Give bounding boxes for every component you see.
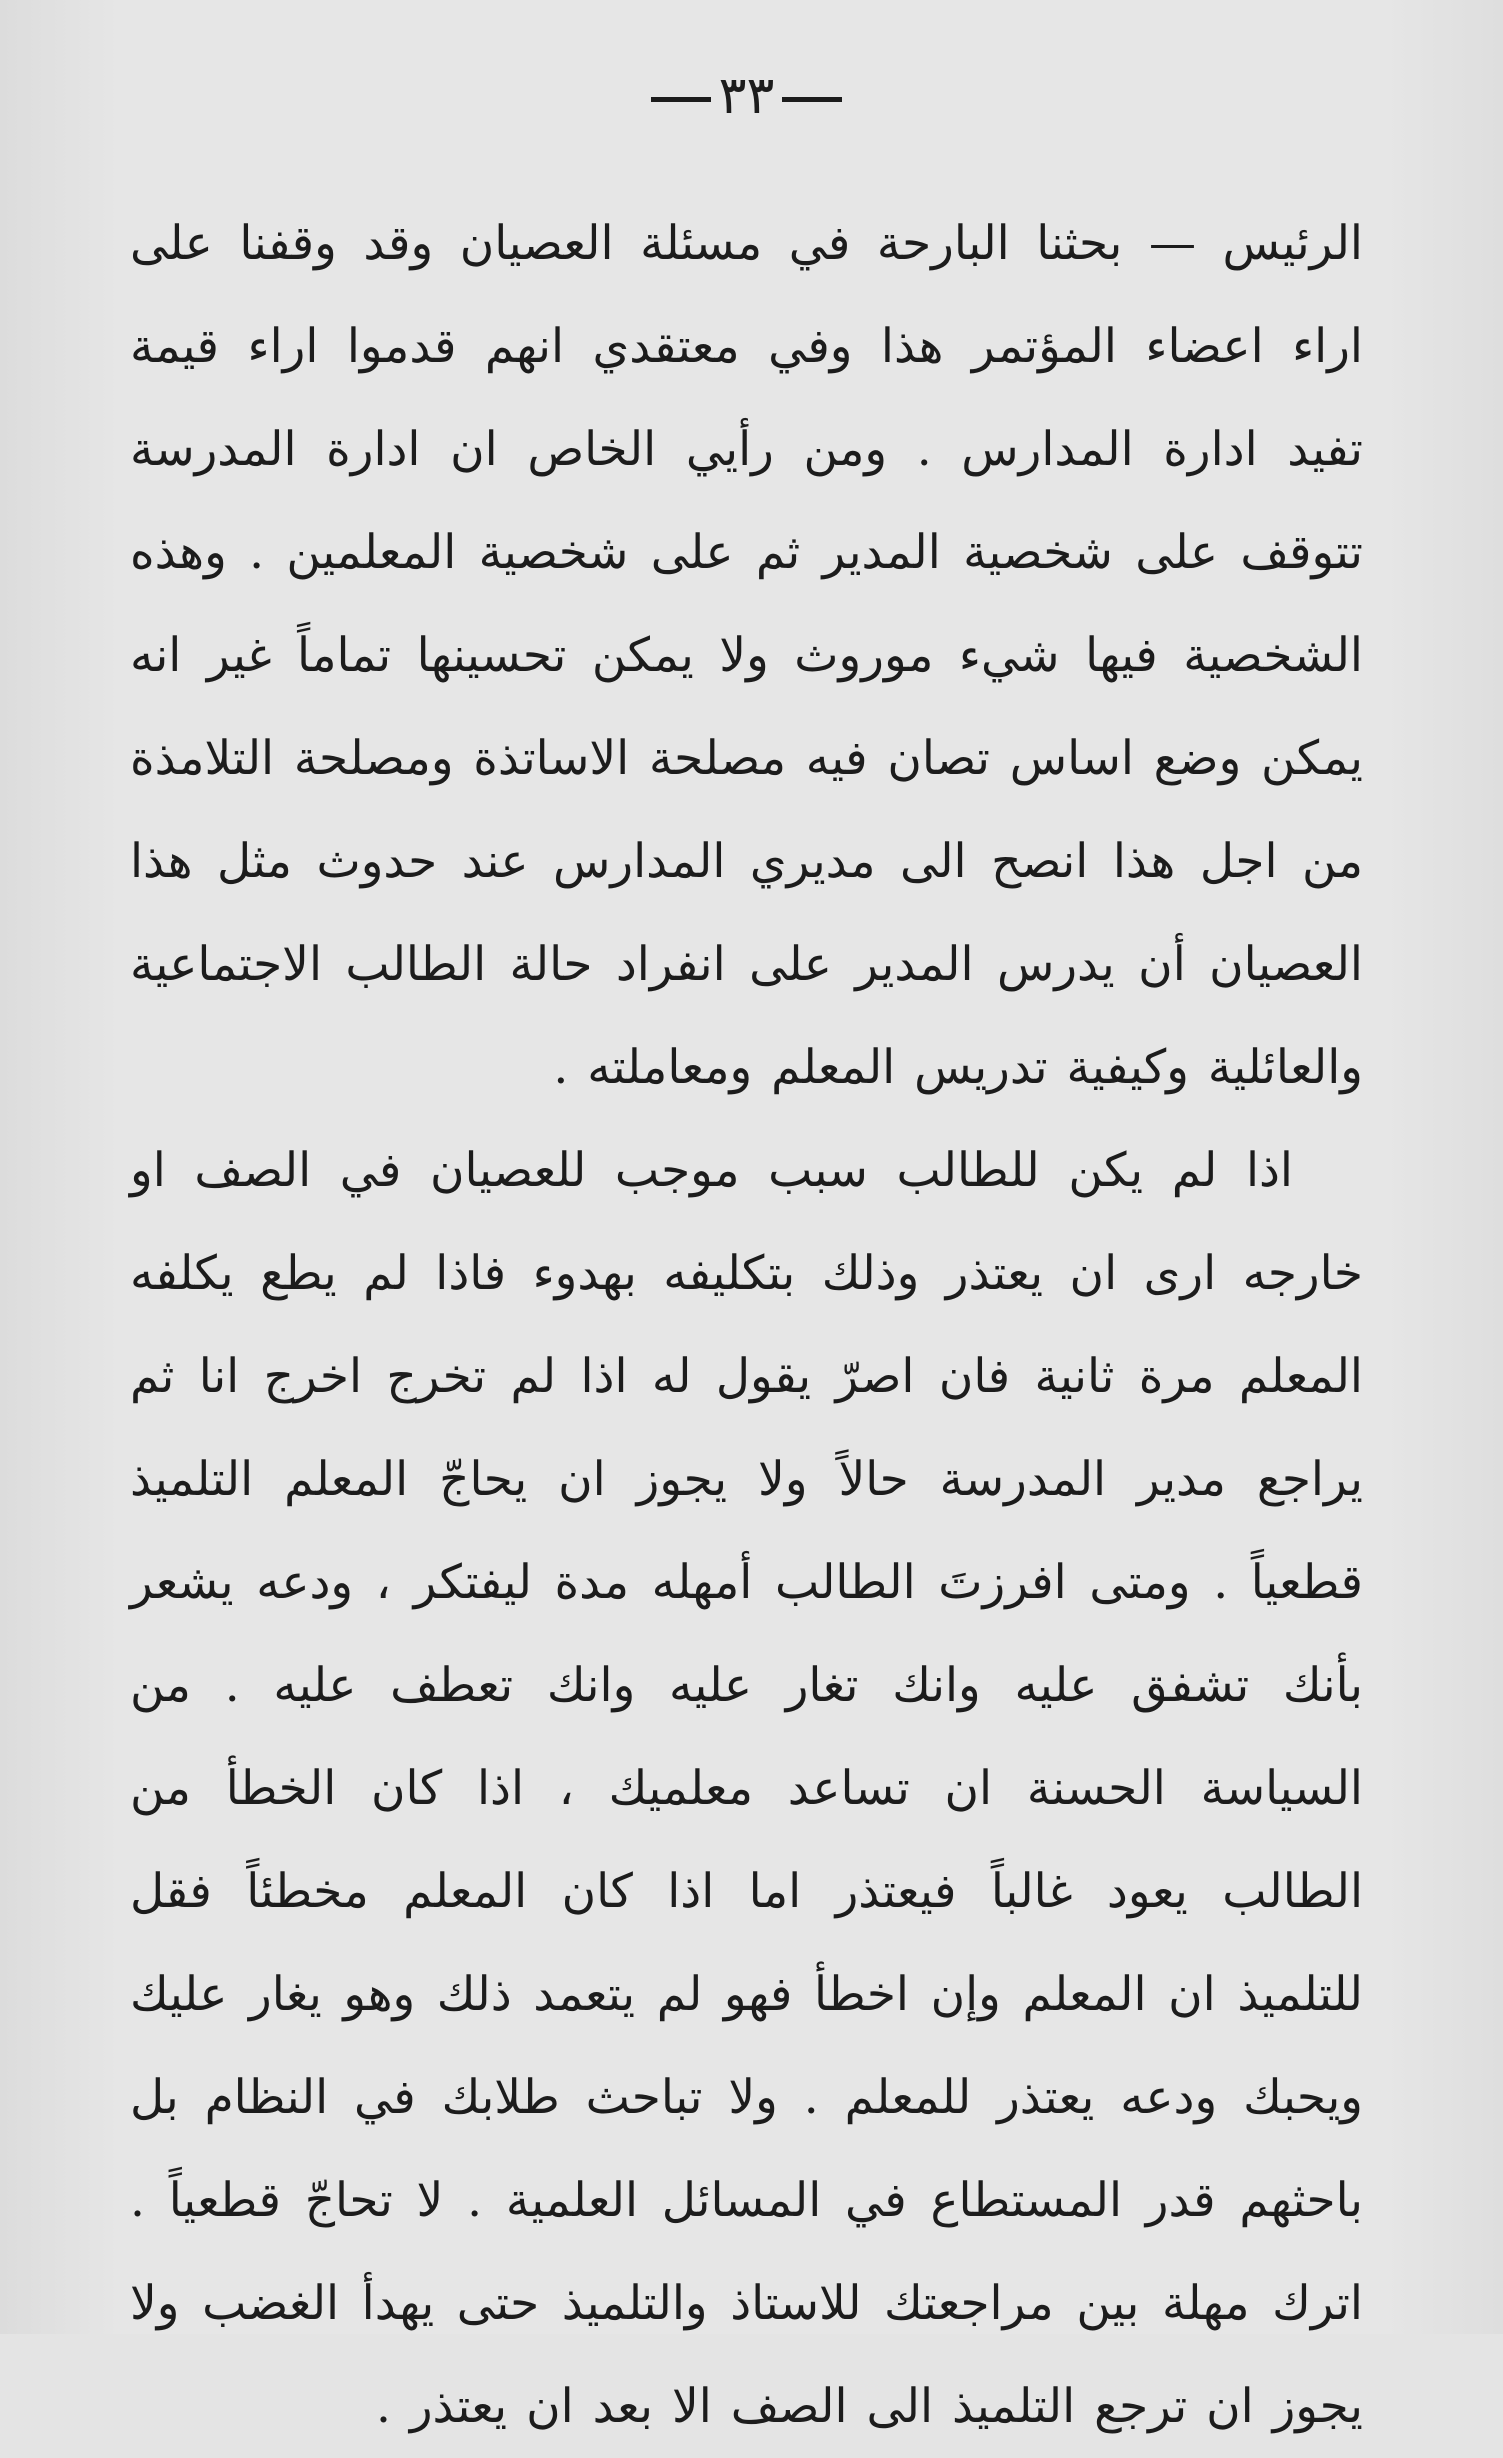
paragraph-1: الرئيس — بحثنا البارحة في مسئلة العصيان وقد وقفنا على اراء اعضاء المؤتمر هذا وفي معتقدي انهم قدموا اراء قيمة تفيد ادارة المدارس . ومن رأيي الخاص ان ادارة المدرسة تتوقف على شخصية المدير ثم على شخصية المعلمين . وهذه الشخصية فيها شيء موروث ولا يمكن تحسينها تماماً غير انه يمكن وضع اساس تصان فيه مصلحة الاساتذة ومصلحة التلامذة من اجل هذا انصح الى مديري المدارس عند حدوث مثل هذا العصيان أن يدرس المدير على انفراد حالة الطالب الاجتماعية والعائلية وكيفية تدريس المعلم ومعاملته .: [130, 216, 1363, 1095]
left-dash-ornament: [782, 97, 842, 102]
page-number-header: [130, 66, 1363, 126]
right-dash-ornament: [651, 97, 711, 102]
page-number: ٣٣: [718, 66, 775, 126]
paragraph-2: اذا لم يكن للطالب سبب موجب للعصيان في الصف او خارجه ارى ان يعتذر وذلك بتكليفه بهدوء فاذا لم يطع يكلفه المعلم مرة ثانية فان اصرّ يقول له اذا لم تخرج اخرج انا ثم يراجع مدير المدرسة حالاً ولا يجوز ان يحاجّ المعلم التلميذ قطعياً . ومتى افرزتَ الطالب أمهله مدة ليفتكر ، ودعه يشعر بأنك تشفق عليه وانك تغار عليه وانك تعطف عليه . من السياسة الحسنة ان تساعد معلميك ، اذا كان الخطأ من الطالب يعود غالباً فيعتذر اما اذا كان المعلم مخطئاً فقل للتلميذ ان المعلم وإن اخطأ فهو لم يتعمد ذلك وهو يغار عليك ويحبك ودعه يعتذر للمعلم . ولا تباحث طلابك في النظام بل باحثهم قدر المستطاع في المسائل العلمية . لا تحاجّ قطعياً . اترك مهلة بين مراجعتك للاستاذ والتلميذ حتى يهدأ الغضب ولا يجوز ان ترجع التلميذ الى الصف الا بعد ان يعتذر .: [130, 1143, 1363, 2434]
